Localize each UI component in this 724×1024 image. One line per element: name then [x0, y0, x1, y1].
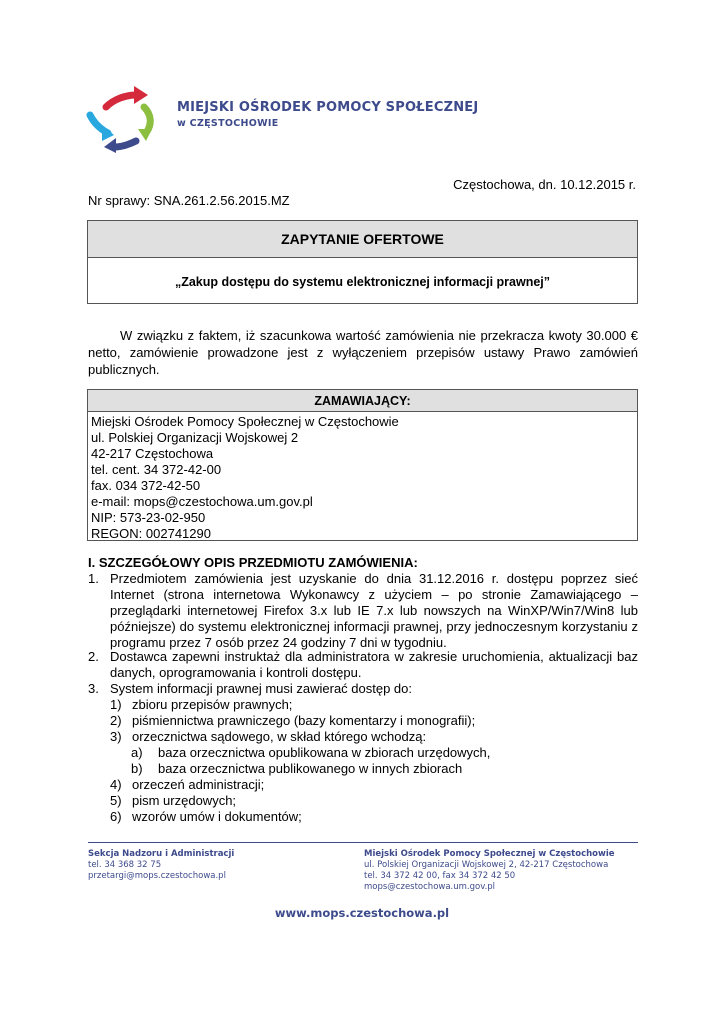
- sub-list-item: [110, 777, 610, 793]
- footer-right-address: ul. Polskiej Organizacji Wojskowej 2, 42-217 Częstochowa: [364, 860, 609, 870]
- ordering-party-heading: ZAMAWIAJĄCY:: [88, 390, 637, 412]
- footer-right-contact: [364, 849, 615, 893]
- sub-item-text: pism urzędowych;: [132, 793, 237, 808]
- org-logo-arrows-icon: [86, 85, 158, 153]
- sub-sub-list-item: [131, 745, 611, 761]
- org-name: MIEJSKI OŚRODEK POMOCY SPOŁECZNEJ: [177, 100, 479, 115]
- sub-item-text: baza orzecznictwa publikowanego w innych zbiorach: [158, 761, 463, 776]
- footer-left-email: przetargi@mops.czestochowa.pl: [88, 871, 226, 881]
- sub-item-text: baza orzecznictwa opublikowana w zbiorach urzędowych,: [158, 745, 491, 760]
- footer-right-title: Miejski Ośrodek Pomocy Społecznej w Częstochowie: [364, 849, 615, 859]
- list-item-text: Przedmiotem zamówienia jest uzyskanie do dnia 31.12.2016 r. dostępu poprzez sieć Internet (strona internetowa Wykonawcy z użyciem – po stronie Zamawiającego – przeglądarki internetowej Firefox 3.x lub IE 7.x lub nowszych na WinXP/Win7/Win8 lub późniejsze) do systemu elektronicznej informacji prawnej, przy jednoczesnym korzystaniu z programu przez 7 osób przez 24 godziny 7 dni w tygodniu.: [110, 571, 638, 650]
- sub-item-number: 4): [110, 777, 122, 792]
- party-line-email: e-mail: mops@czestochowa.um.gov.pl: [91, 494, 313, 509]
- document-title: ZAPYTANIE OFERTOWE: [88, 221, 637, 258]
- footer-divider: [88, 842, 638, 843]
- list-item-text: System informacji prawnej musi zawierać dostęp do:: [110, 681, 413, 696]
- sub-list-item: [110, 713, 610, 729]
- sub-item-number: 6): [110, 809, 122, 824]
- sub-item-number: 2): [110, 713, 122, 728]
- list-item-text: Dostawca zapewni instruktaż dla administratora w zakresie uruchomienia, aktualizacji baz danych, oprogramowania i kontroli dostępu.: [110, 649, 638, 680]
- sub-item-text: zbioru przepisów prawnych;: [132, 697, 293, 712]
- title-box: [87, 220, 638, 304]
- footer-left-contact: [88, 849, 234, 882]
- sub-item-number: a): [131, 745, 143, 760]
- ordering-party-details: [88, 412, 637, 542]
- party-line: NIP: 573-23-02-950: [91, 510, 206, 525]
- sub-item-text: wzorów umów i dokumentów;: [132, 809, 302, 824]
- document-subject: „Zakup dostępu do systemu elektronicznej informacji prawnej”: [174, 274, 551, 289]
- intro-text: W związku z faktem, iż szacunkowa wartość zamówienia nie przekracza kwoty 30.000 € netto, zamówienie prowadzone jest z wyłączeniem przepisów ustawy Prawo zamówień publicznych.: [88, 328, 638, 377]
- sub-item-text: orzeczeń administracji;: [132, 777, 265, 792]
- party-line: ul. Polskiej Organizacji Wojskowej 2: [91, 430, 299, 445]
- sub-list-item: [110, 729, 610, 745]
- party-line: tel. cent. 34 372-42-00: [91, 462, 222, 477]
- party-line: fax. 034 372-42-50: [91, 478, 201, 493]
- footer-website-link[interactable]: www.mops.czestochowa.pl: [274, 906, 450, 920]
- list-item-number: 1.: [88, 571, 99, 586]
- org-city: w CZĘSTOCHOWIE: [177, 118, 279, 129]
- section-title: I. SZCZEGÓŁOWY OPIS PRZEDMIOTU ZAMÓWIENIA:: [88, 555, 418, 570]
- footer-left-title: Sekcja Nadzoru i Administracji: [88, 849, 235, 859]
- party-line: Miejski Ośrodek Pomocy Społecznej w Częstochowie: [91, 414, 399, 429]
- list-item-number: 2.: [88, 649, 99, 664]
- list-item-number: 3.: [88, 681, 99, 696]
- intro-paragraph: [88, 327, 638, 378]
- ordering-party-box: [87, 389, 638, 541]
- footer-left-phone: tel. 34 368 32 75: [88, 860, 162, 870]
- sub-item-text: piśmiennictwa prawniczego (bazy komentarzy i monografii);: [132, 713, 476, 728]
- case-number: Nr sprawy: SNA.261.2.56.2015.MZ: [88, 193, 290, 208]
- place-date: Częstochowa, dn. 10.12.2015 r.: [453, 177, 636, 192]
- sub-list-item: [110, 793, 610, 809]
- sub-item-number: 1): [110, 697, 122, 712]
- list-item: [88, 649, 638, 681]
- sub-list-item: [110, 809, 610, 825]
- party-line: 42-217 Częstochowa: [91, 446, 214, 461]
- sub-item-number: 3): [110, 729, 122, 744]
- sub-sub-list-item: [131, 761, 611, 777]
- sub-item-text: orzecznictwa sądowego, w skład którego wchodzą:: [132, 729, 427, 744]
- footer-right-email: mops@czestochowa.um.gov.pl: [364, 882, 496, 892]
- sub-item-number: 5): [110, 793, 122, 808]
- list-item: [88, 681, 638, 697]
- party-line: REGON: 002741290: [91, 526, 211, 541]
- sub-list-item: [110, 697, 610, 713]
- footer-right-phone-fax: tel. 34 372 42 00, fax 34 372 42 50: [364, 871, 516, 881]
- list-item: [88, 571, 638, 650]
- sub-item-number: b): [131, 761, 143, 776]
